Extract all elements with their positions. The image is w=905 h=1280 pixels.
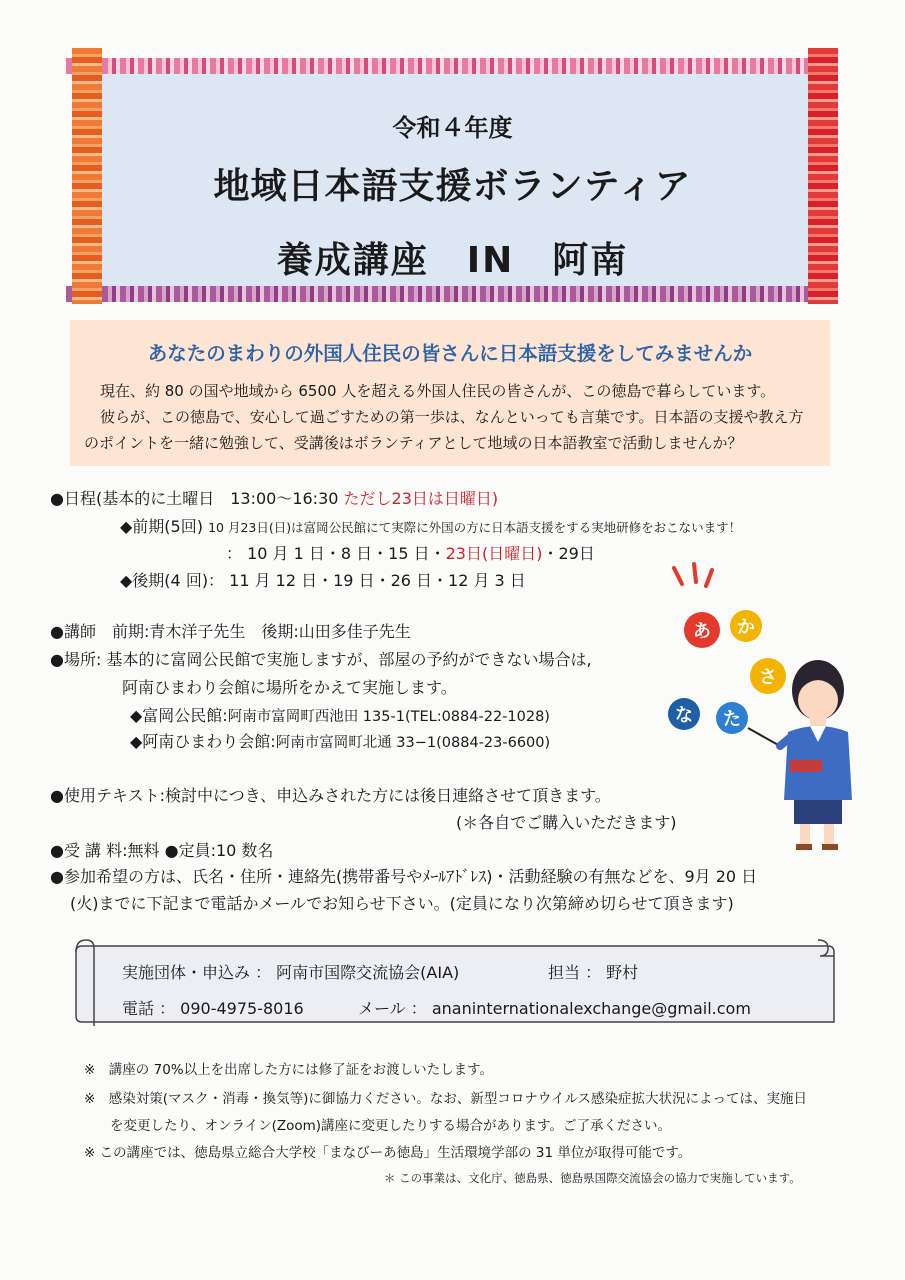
lecturer-line: ●講師 前期:青木洋子先生 後期:山田多佳子先生 bbox=[50, 622, 411, 641]
zenki-label: ◆前期(5回) bbox=[120, 517, 203, 536]
note-cooperation: ＊ この事業は、文化庁、徳島県、徳島県国際交流協会の協力で実施しています。 bbox=[384, 1171, 801, 1185]
textbook-line: ●使用テキスト:検討中につき、申込みされた方には後日連絡させて頂きます。 bbox=[50, 786, 611, 805]
note-infection-1: ※ 感染対策(マスク・消毒・換気等)に御協力ください。なお、新型コロナウイルス感染症拡大状況によっては、実施日 bbox=[84, 1091, 808, 1107]
note-credits: ※ この講座では、徳島県立総合大学校「まなびーあ徳島」生活環境学部の 31 単位が取得可能です。 bbox=[84, 1145, 692, 1161]
zenki-note: 10 月23日(日)は富岡公民館にて実際に外国の方に日本語支援をする実地研修をおこないます！ bbox=[208, 520, 742, 535]
page-subtitle: 養成講座 IN 阿南 bbox=[276, 240, 629, 281]
intro-heading: あなたのまわりの外国人住民の皆さんに日本語支援をしてみませんか bbox=[147, 342, 753, 365]
intro-paragraph-1: 現在、約 80 の国や地域から 6500 人を超える外国人住民の皆さんが、この徳島で暮らしています。 bbox=[100, 382, 776, 400]
place-line-2: 阿南ひまわり会館に場所をかえて実施します。 bbox=[122, 678, 457, 697]
contact-email: メール ： ananinternationalexchange@gmail.com bbox=[358, 999, 751, 1018]
intro-paragraph-2a: 彼らが、この徳島で、安心して過ごすための第一歩は、なんといっても言葉です。日本語の支援や教え方 bbox=[100, 408, 804, 426]
page-title: 地域日本語支援ボランティア bbox=[213, 166, 692, 207]
venue-tomioka-label: ◆富岡公民館: bbox=[130, 706, 228, 725]
note-certificate: ※ 講座の 70%以上を出席した方には修了証をお渡しいたします。 bbox=[84, 1062, 494, 1078]
schedule-sunday-note: ただし23日は日曜日) bbox=[343, 489, 499, 508]
zenki-dates bbox=[226, 541, 595, 564]
textbook-note: (＊各自でご購入いただきます) bbox=[456, 813, 677, 832]
kouki-line: ◆後期(4 回)： 11 月 12 日・19 日・26 日・12 月 3 日 bbox=[120, 571, 526, 590]
hiragana-sa-badge: さ bbox=[750, 658, 786, 694]
zenki-dates-b: ・29日 bbox=[542, 544, 595, 563]
decorative-band-bottom bbox=[66, 286, 836, 302]
hiragana-ta-badge: た bbox=[716, 702, 748, 734]
decorative-band-top bbox=[66, 58, 836, 74]
contact-person: 担当 ： 野村 bbox=[548, 963, 639, 982]
zenki-dates-red: 23日(日曜日) bbox=[445, 544, 543, 563]
contact-phone: 電話 ： 090-4975-8016 bbox=[122, 999, 304, 1018]
apply-line-1: ●参加希望の方は、氏名・住所・連絡先(携帯番号やﾒｰﾙｱﾄﾞﾚｽ)・活動経験の有無などを、9月 20 日 bbox=[50, 867, 758, 886]
hiragana-na-badge: な bbox=[668, 698, 700, 730]
fee-line: ●受 講 料:無料 ●定員:10 数名 bbox=[50, 841, 274, 860]
venue-himawari bbox=[130, 729, 550, 752]
venue-himawari-label: ◆阿南ひまわり会館: bbox=[130, 732, 276, 751]
hiragana-ka-badge: か bbox=[730, 610, 762, 642]
apply-line-2: (火)までに下記まで電話かメールでお知らせ下さい。(定員になり次第締め切らせて頂きます) bbox=[70, 894, 734, 913]
schedule-line bbox=[50, 486, 498, 509]
contact-org: 実施団体・申込み ： 阿南市国際交流協会(AIA) bbox=[122, 963, 460, 982]
note-infection-2: を変更したり、オンライン(Zoom)講座に変更したりする場合があります。ご了承ください。 bbox=[110, 1118, 671, 1134]
venue-tomioka-detail: 阿南市富岡町西池田 135-1(TEL:0884-22-1028) bbox=[227, 709, 550, 725]
hiragana-a-badge: あ bbox=[684, 612, 720, 648]
teacher-illustration bbox=[640, 560, 870, 850]
venue-himawari-detail: 阿南市富岡町北通 33−1(0884-23-6600) bbox=[275, 735, 551, 751]
intro-paragraph-2b: のポイントを一緒に勉強して、受講後はボランティアとして地域の日本語教室で活動しませんか？ bbox=[84, 434, 743, 452]
venue-tomioka bbox=[130, 703, 550, 726]
schedule-main: ●日程(基本的に土曜日 13:00～16:30 bbox=[50, 489, 339, 508]
header-year: 令和４年度 bbox=[392, 114, 513, 142]
contact-scroll bbox=[72, 938, 836, 1030]
place-line-1: ●場所: 基本的に富岡公民館で実施しますが、部屋の予約ができない場合は, bbox=[50, 650, 592, 669]
zenki-line bbox=[120, 514, 741, 537]
zenki-dates-a: ： 10 月 1 日・8 日・15 日・ bbox=[226, 544, 446, 563]
